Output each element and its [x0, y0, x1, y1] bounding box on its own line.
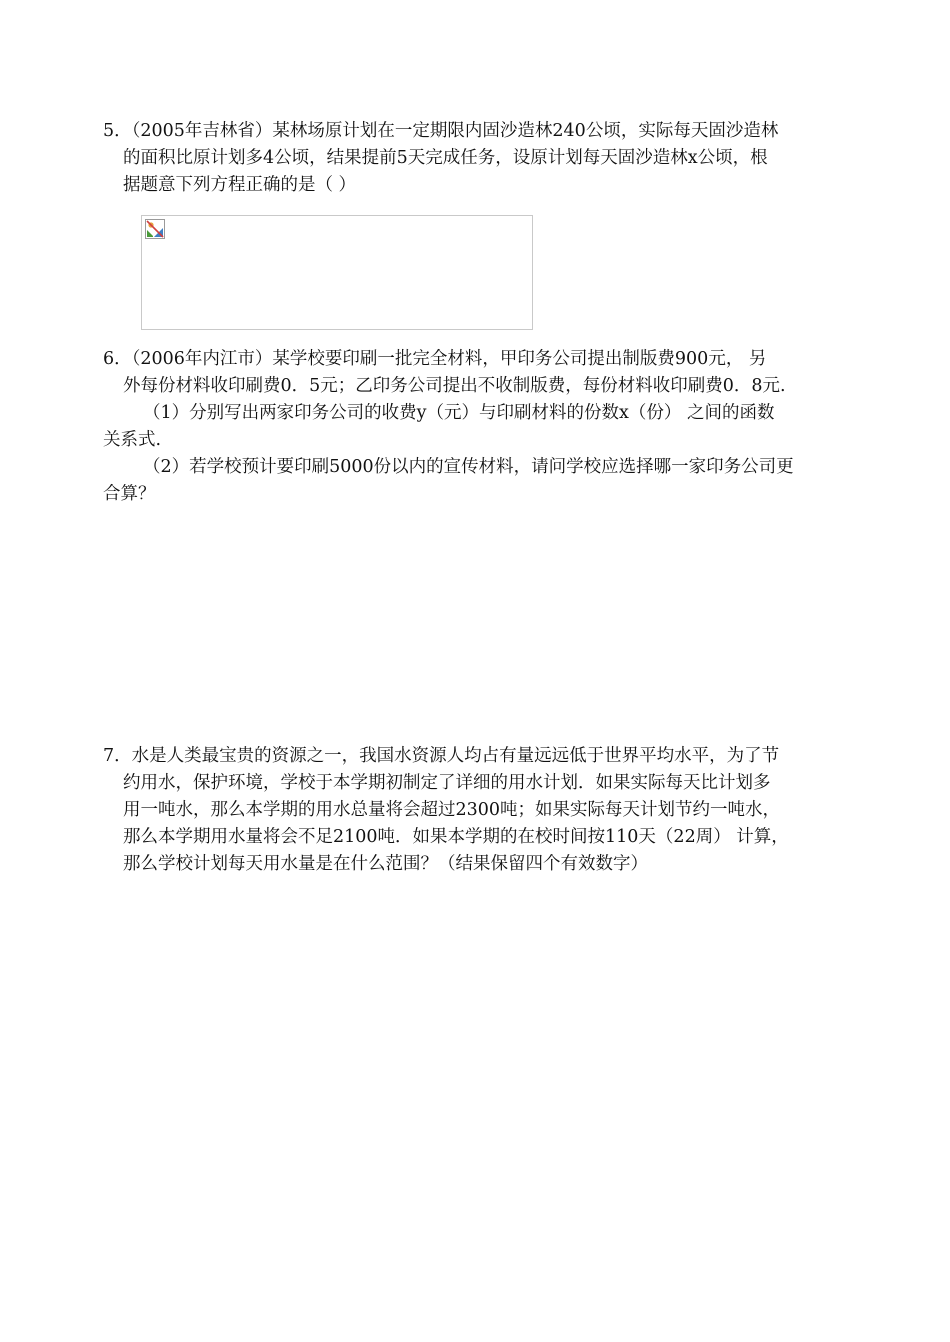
question-7-line-5: 那么学校计划每天用水量是在什么范围？（结果保留四个有效数字）: [123, 854, 648, 874]
question-7-line-3: 用一吨水，那么本学期的用水总量将会超过2300吨；如果实际每天计划节约一吨水，: [123, 800, 781, 820]
question-6-part-1-line-2: 关系式.: [103, 430, 162, 450]
answer-options-image: [141, 215, 533, 330]
broken-image-icon: [145, 219, 165, 239]
question-6-part-1-line-1: （1）分别写出两家印务公司的收费y（元）与印刷材料的份数x（份） 之间的函数: [143, 403, 775, 423]
question-5-line-2: 的面积比原计划多4公顷，结果提前5天完成任务，设原计划每天固沙造林x公顷，根: [123, 148, 768, 168]
question-6: [103, 346, 863, 508]
question-7: [103, 743, 863, 878]
question-5: [103, 118, 863, 199]
question-7-line-4: 那么本学期用水量将会不足2100吨．如果本学期的在校时间按110天（22周） 计算，: [123, 827, 789, 847]
question-5-line-1: 5．（2005年吉林省）某林场原计划在一定期限内固沙造林240公顷，实际每天固沙造林: [103, 121, 779, 141]
question-6-part-2-line-2: 合算？: [103, 484, 156, 504]
question-7-line-1: 7．水是人类最宝贵的资源之一，我国水资源人均占有量远远低于世界平均水平，为了节: [103, 746, 780, 766]
question-7-line-2: 约用水，保护环境，学校于本学期初制定了详细的用水计划．如果实际每天比计划多: [123, 773, 771, 793]
question-6-part-2-line-1: （2）若学校预计要印刷5000份以内的宣传材料，请问学校应选择哪一家印务公司更: [143, 457, 794, 477]
question-5-line-3: 据题意下列方程正确的是（ ）: [123, 175, 357, 195]
question-6-line-2: 外每份材料收印刷费0．5元；乙印务公司提出不收制版费，每份材料收印刷费0．8元.: [123, 376, 786, 396]
question-6-line-1: 6．（2006年内江市）某学校要印刷一批完全材料，甲印务公司提出制版费900元， 另: [103, 349, 767, 369]
